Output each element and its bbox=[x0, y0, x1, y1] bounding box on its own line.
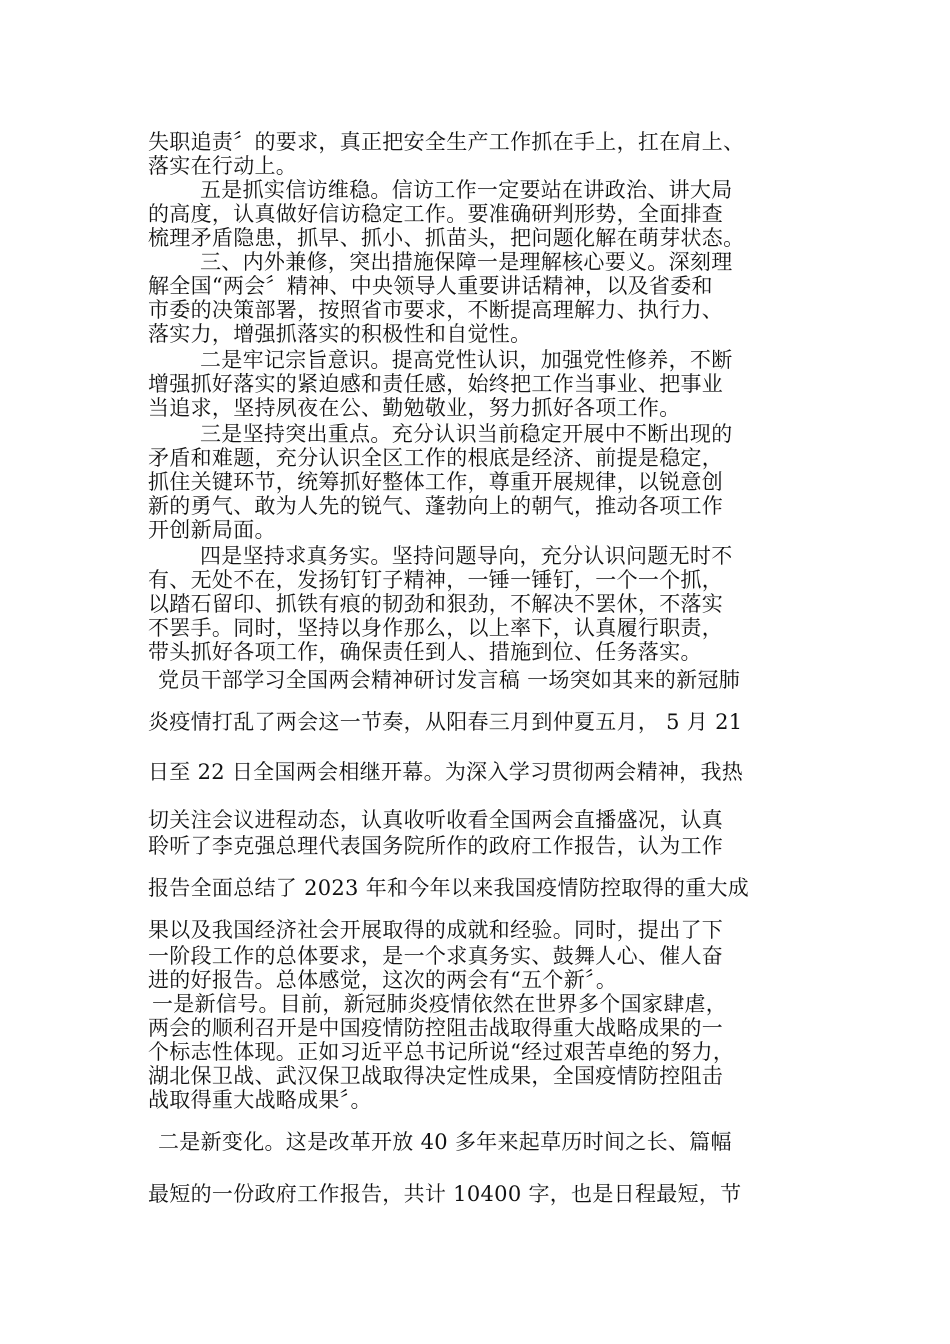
text-line: 个标志性体现。正如习近平总书记所说“经过艰苦卓绝的努力， bbox=[148, 1040, 735, 1064]
text-line: 日至 22 日全国两会相继开幕。为深入学习贯彻两会精神，我热 bbox=[148, 760, 744, 784]
text-line: 不罢手。同时，坚持以身作那么，以上率下，认真履行职责， bbox=[148, 616, 724, 640]
text-line: 矛盾和难题，充分认识全区工作的根底是经济、前提是稳定， bbox=[148, 446, 724, 470]
text-line: 一是新信号。目前，新冠肺炎疫情依然在世界多个国家肆虐， bbox=[152, 992, 728, 1016]
text-line: 一阶段工作的总体要求，是一个求真务实、鼓舞人心、催人奋 bbox=[148, 944, 724, 968]
text-line: 聆听了李克强总理代表国务院所作的政府工作报告，认为工作 bbox=[148, 834, 724, 858]
text-line: 开创新局面。 bbox=[148, 518, 276, 542]
text-line: 以踏石留印、抓铁有痕的韧劲和狠劲，不解决不罢休，不落实 bbox=[148, 592, 724, 616]
text-line: 的高度，认真做好信访稳定工作。要准确研判形势，全面排查 bbox=[148, 202, 724, 226]
text-line: 党员干部学习全国两会精神研讨发言稿 一场突如其来的新冠肺 bbox=[158, 668, 741, 692]
text-line: 当追求，坚持夙夜在公、勤勉敬业，努力抓好各项工作。 bbox=[148, 396, 681, 420]
text-line: 二是牢记宗旨意识。提高党性认识，加强党性修养，不断 bbox=[200, 348, 733, 372]
text-line: 战取得重大战略成果〞。 bbox=[148, 1088, 372, 1112]
text-line: 市委的决策部署，按照省市要求，不断提高理解力、执行力、 bbox=[148, 298, 724, 322]
text-line: 两会的顺利召开是中国疫情防控阻击战取得重大战略成果的一 bbox=[148, 1016, 724, 1040]
text-line: 带头抓好各项工作，确保责任到人、措施到位、任务落实。 bbox=[148, 640, 702, 664]
text-line: 梳理矛盾隐患，抓早、抓小、抓苗头，把问题化解在萌芽状态。 bbox=[148, 226, 745, 250]
text-line: 落实在行动上。 bbox=[148, 154, 298, 178]
text-line: 三是坚持突出重点。充分认识当前稳定开展中不断出现的 bbox=[200, 422, 733, 446]
text-line: 炎疫情打乱了两会这一节奏，从阳春三月到仲夏五月， 5 月 21 bbox=[148, 710, 743, 734]
text-line: 五是抓实信访维稳。信访工作一定要站在讲政治、讲大局 bbox=[200, 178, 733, 202]
text-line: 湖北保卫战、武汉保卫战取得决定性成果，全国疫情防控阻击 bbox=[148, 1064, 724, 1088]
text-line: 四是坚持求真务实。坚持问题导向，充分认识问题无时不 bbox=[200, 544, 733, 568]
text-line: 失职追责〞的要求，真正把安全生产工作抓在手上，扛在肩上、 bbox=[148, 130, 745, 154]
text-line: 进的好报告。总体感觉，这次的两会有“五个新〞。 bbox=[148, 968, 618, 992]
text-line: 增强抓好落实的紧迫感和责任感，始终把工作当事业、把事业 bbox=[148, 372, 724, 396]
text-line: 切关注会议进程动态，认真收听收看全国两会直播盛况，认真 bbox=[148, 808, 724, 832]
text-line: 解全国“两会〞精神、中央领导人重要讲话精神，以及省委和 bbox=[148, 274, 713, 298]
text-line: 果以及我国经济社会开展取得的成就和经验。同时，提出了下 bbox=[148, 918, 724, 942]
text-line: 有、无处不在，发扬钉钉子精神，一锤一锤钉，一个一个抓， bbox=[148, 568, 724, 592]
text-line: 最短的一份政府工作报告，共计 10400 字，也是日程最短，节 bbox=[148, 1182, 742, 1206]
text-line: 报告全面总结了 2023 年和今年以来我国疫情防控取得的重大成 bbox=[148, 876, 750, 900]
text-line: 二是新变化。这是改革开放 40 多年来起草历时间之长、篇幅 bbox=[158, 1130, 732, 1154]
text-line: 新的勇气、敢为人先的锐气、蓬勃向上的朝气，推动各项工作 bbox=[148, 494, 724, 518]
text-line: 抓住关键环节，统筹抓好整体工作，尊重开展规律，以锐意创 bbox=[148, 470, 724, 494]
text-line: 落实力，增强抓落实的积极性和自觉性。 bbox=[148, 322, 532, 346]
text-line: 三、内外兼修，突出措施保障一是理解核心要义。深刻理 bbox=[200, 250, 733, 274]
